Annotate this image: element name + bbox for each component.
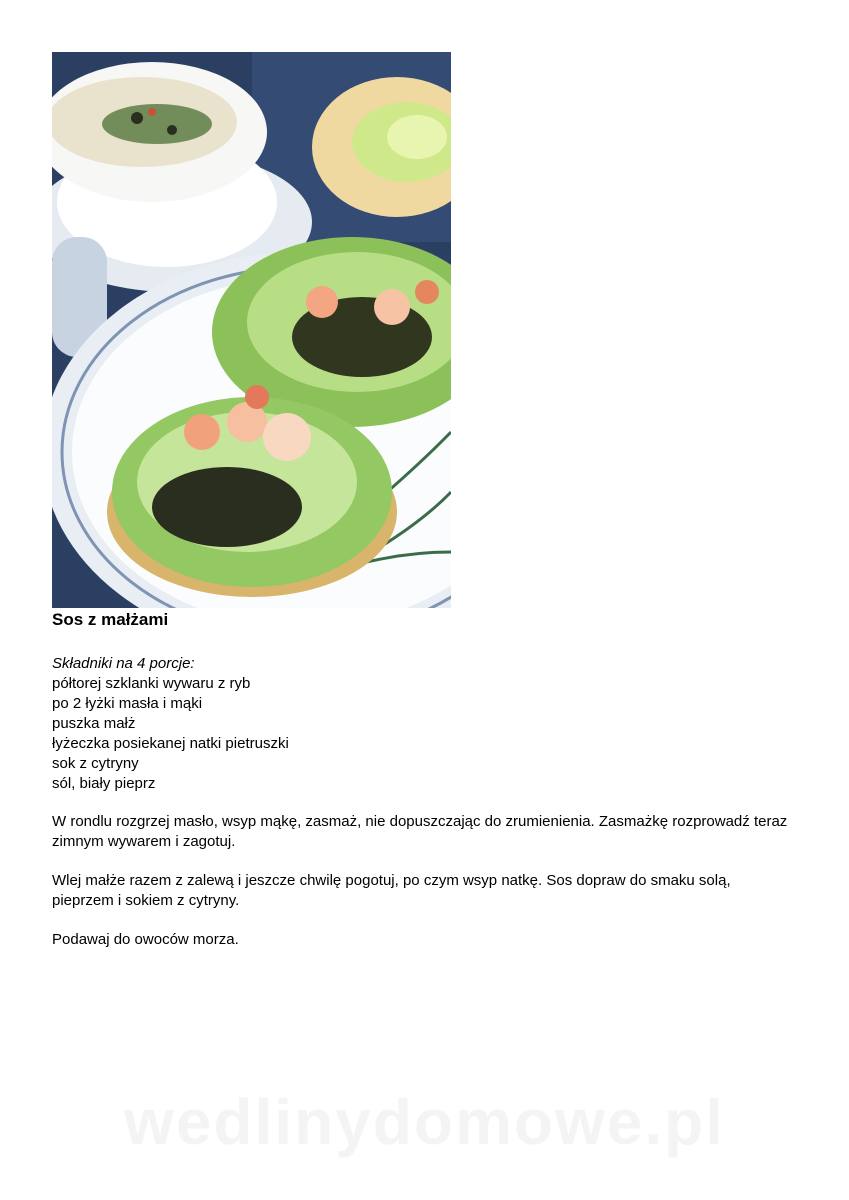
instruction-step: Podawaj do owoców morza.: [52, 931, 239, 948]
ingredients-section: [52, 654, 289, 794]
instructions-section: [52, 812, 792, 969]
instruction-step: W rondlu rozgrzej masło, wsyp mąkę, zasmaż, nie dopuszczając do zrumienienia. Zasmażkę rozprowadź teraz zimnym wywarem i zagotuj.: [52, 813, 788, 850]
ingredient-item: łyżeczka posiekanej natki pietruszki: [52, 735, 289, 752]
ingredient-item: półtorej szklanki wywaru z ryb: [52, 675, 251, 692]
ingredients-heading: Składniki na 4 porcje:: [52, 655, 195, 672]
instruction-step: Wlej małże razem z zalewą i jeszcze chwilę pogotuj, po czym wsyp natkę. Sos dopraw do smaku solą, pieprzem i sokiem z cytryny.: [52, 872, 731, 909]
ingredient-item: puszka małż: [52, 715, 136, 732]
ingredients-list: [52, 674, 289, 794]
ingredient-item: sok z cytryny: [52, 755, 139, 772]
ingredient-item: po 2 łyżki masła i mąki: [52, 695, 203, 712]
watermark: wedlinydomowe.pl: [124, 1086, 725, 1158]
recipe-title: Sos z małżami: [52, 610, 169, 629]
dish-illustration: [52, 52, 451, 608]
ingredient-item: sól, biały pieprz: [52, 775, 156, 792]
dish-photo: [52, 52, 451, 608]
